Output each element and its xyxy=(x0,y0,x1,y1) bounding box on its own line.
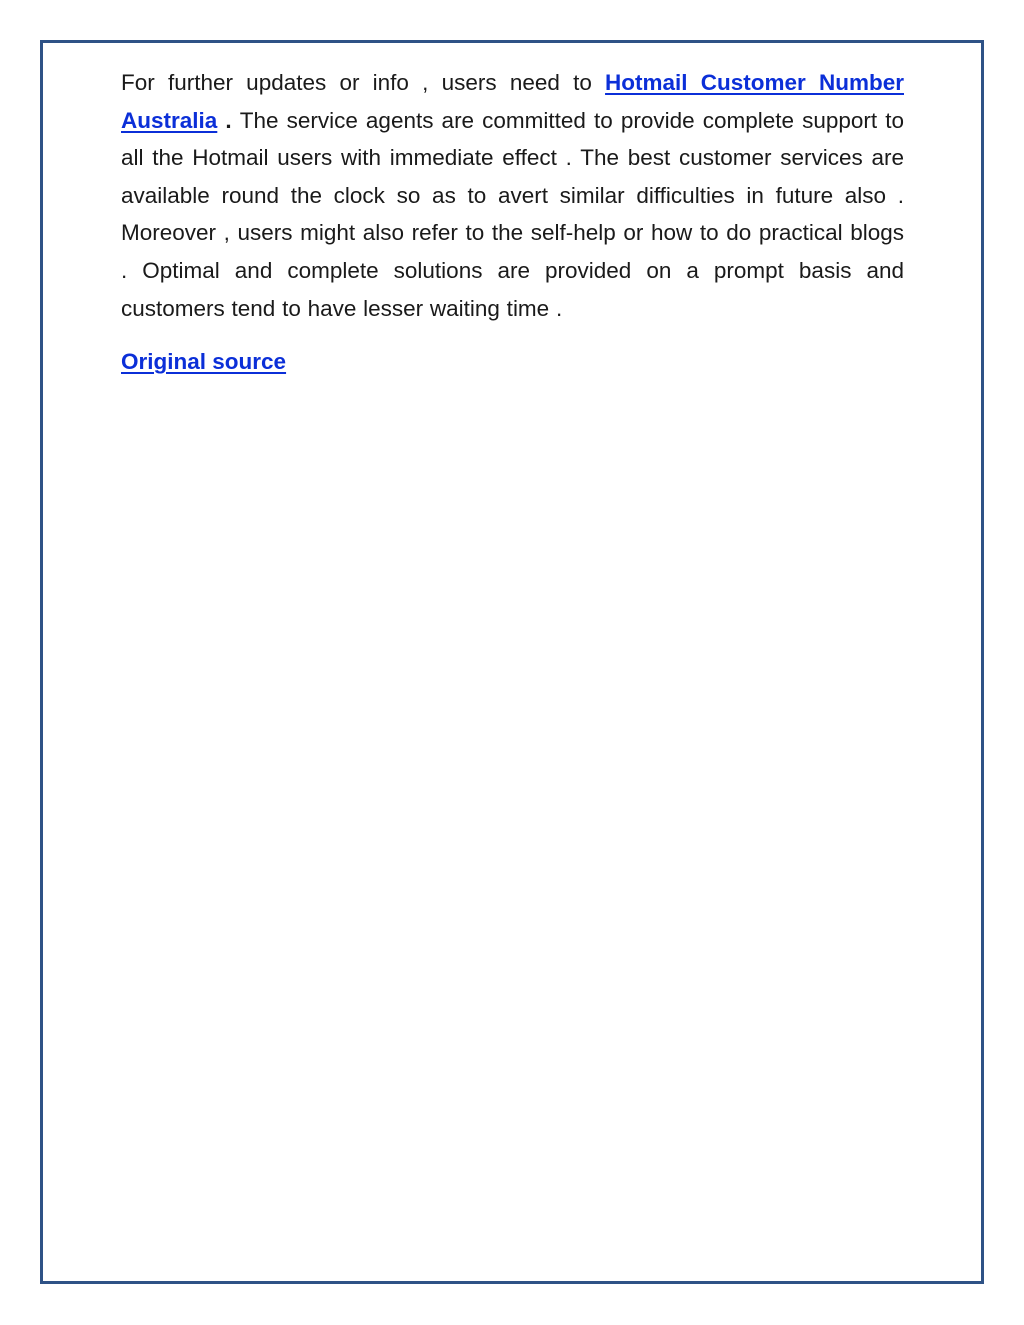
paragraph-body-text: The service agents are committed to provide complete support to all the Hotmail users with immediate effect . The best customer services are available round the clock so as to avert similar difficulties in future also . Moreover , users might also refer to the self-help or how to do practical blogs . Optimal and complete solutions are provided on a prompt basis and customers tend to have lesser waiting time . xyxy=(121,107,904,321)
source-paragraph xyxy=(121,343,904,381)
paragraph-lead-text: For further updates or info , users need to xyxy=(121,70,606,95)
link-trailing-period: . xyxy=(217,107,240,133)
hotmail-customer-number-link[interactable]: Hotmail Customer Number Australia xyxy=(121,70,904,133)
document-content xyxy=(121,64,904,381)
body-paragraph xyxy=(121,64,904,327)
original-source-link[interactable]: Original source xyxy=(121,349,287,375)
